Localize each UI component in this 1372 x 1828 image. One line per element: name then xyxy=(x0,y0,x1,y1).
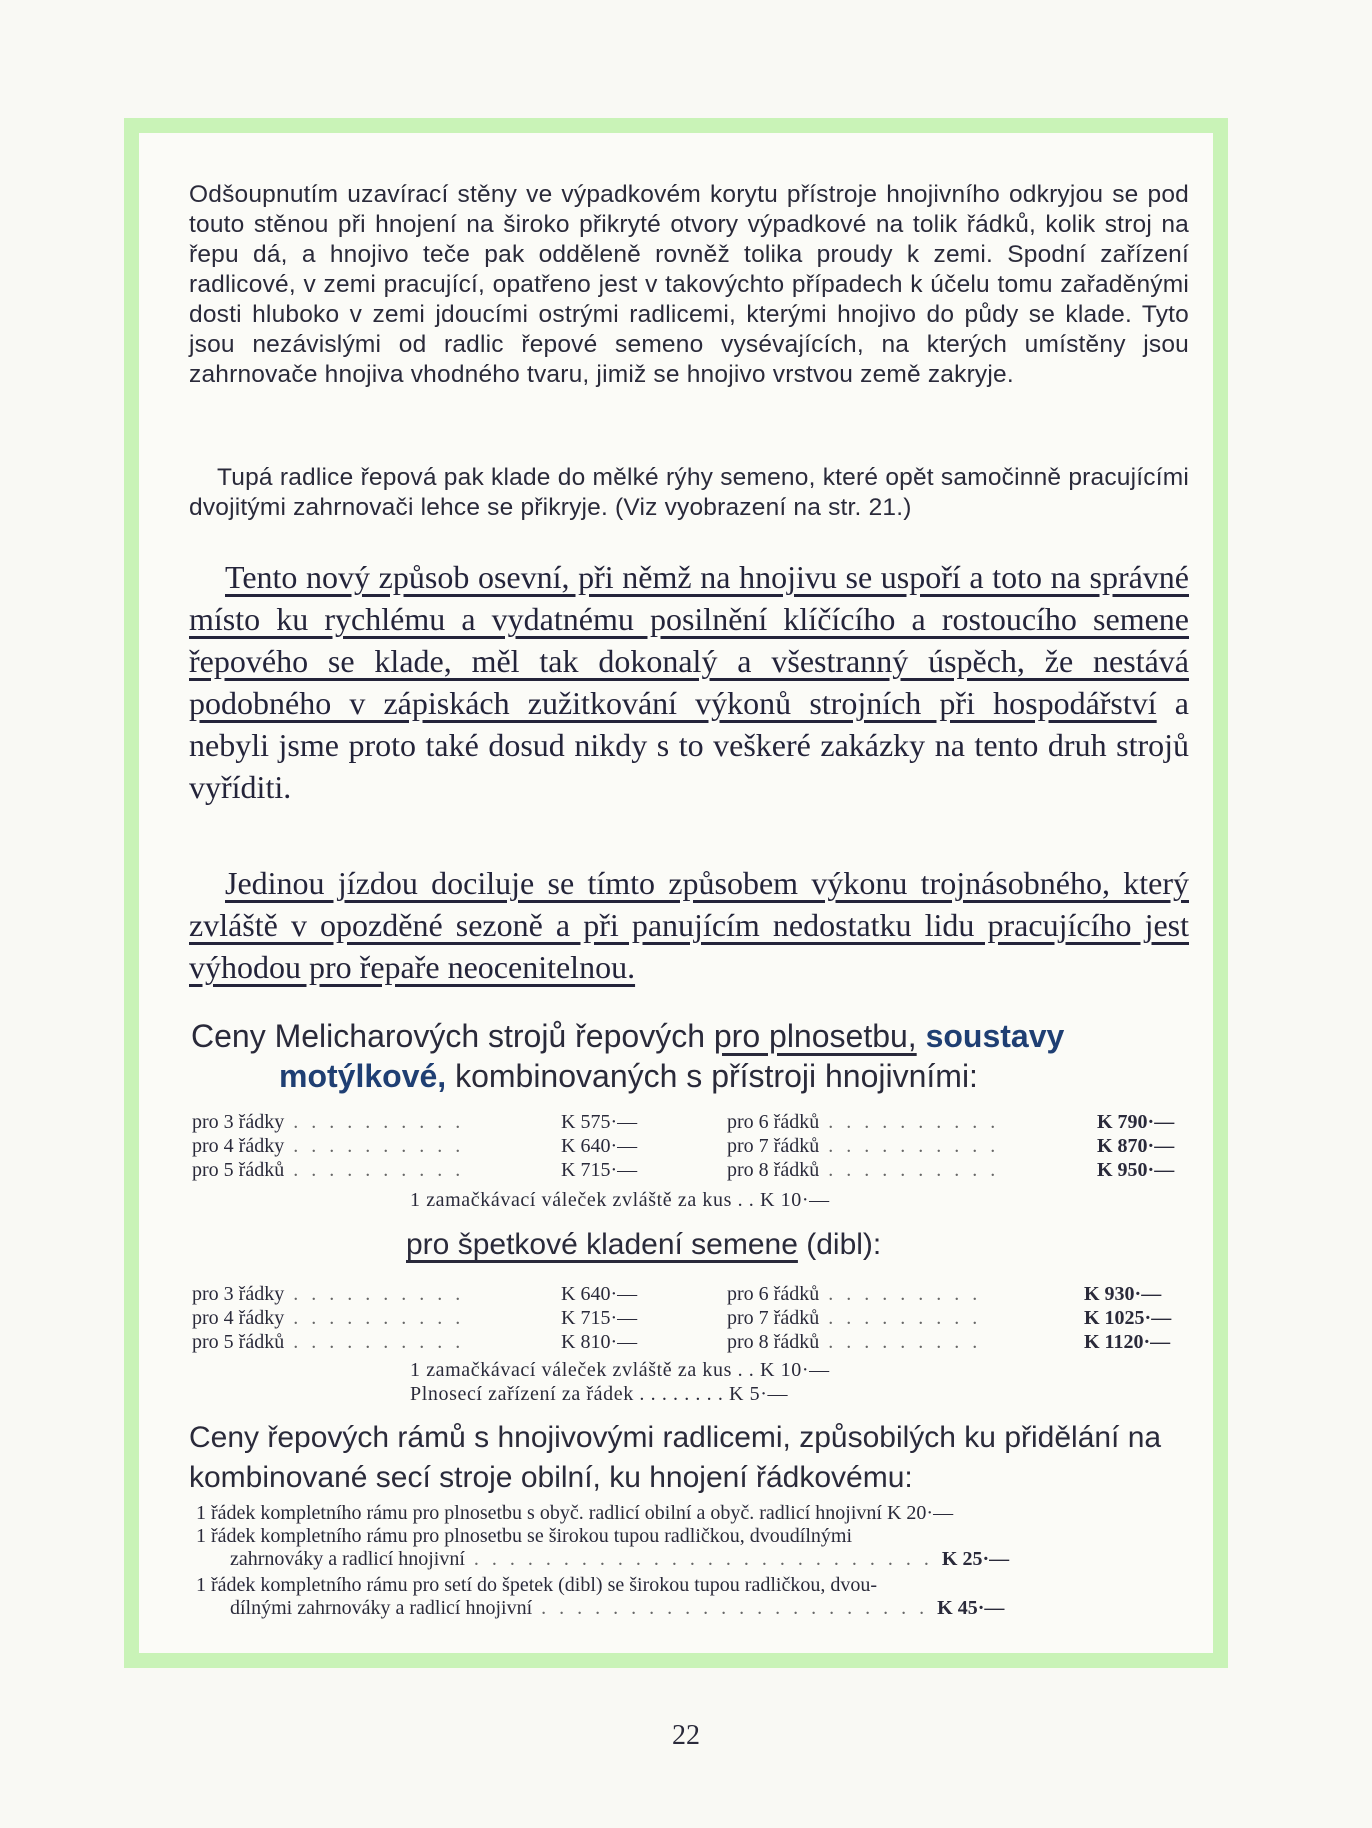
row-label: pro 6 řádků xyxy=(727,1111,820,1133)
row-price: K 870·— xyxy=(1097,1135,1175,1157)
price-row xyxy=(727,1158,1175,1182)
row-label: pro 8 řádků xyxy=(727,1159,820,1181)
row-label: pro 5 řádků xyxy=(192,1331,285,1353)
heading1-underlined: pro plnosetbu, xyxy=(713,1018,917,1054)
row-label: pro 6 řádků xyxy=(727,1283,820,1305)
paragraph-single-pass xyxy=(189,862,1189,988)
leader-dots: . . . . . . . . . . xyxy=(284,1159,465,1181)
row-price: K 810·— xyxy=(561,1331,638,1353)
row-label: pro 4 řádky xyxy=(192,1135,285,1157)
leader-dots: . . . . . . . . . . xyxy=(284,1331,465,1353)
frame-line-1: 1 řádek kompletního rámu pro plnosetbu s obyč. radlicí obilní a obyč. radlicí hnojivní K 20·— xyxy=(196,1502,954,1524)
leader-dots: . . . . . . . . . . xyxy=(284,1111,465,1133)
price-row xyxy=(192,1306,638,1330)
method-underlined: Tento nový způsob osevní, při němž na hnojivu se uspoří a toto na správné místo ku rychlému a vydatnému posilnění klíčícího a rostoucího semene řepového se klade, měl tak dokonalý a všestranný úspěch, že nestává podobného v zápiskách zužitkování výkonů strojních při hospodářství xyxy=(189,559,1189,721)
page-number: 22 xyxy=(672,1720,700,1751)
heading1-bold-1: soustavy xyxy=(925,1018,1065,1054)
heading1-part-c: kombinovaných s přístroji hnojivními: xyxy=(446,1058,978,1094)
row-label: pro 4 řádky xyxy=(192,1307,285,1329)
roller-note-2: 1 zamačkávací váleček zvláště za kus . . K 10·— xyxy=(410,1359,830,1381)
row-price: K 790·— xyxy=(1097,1111,1175,1133)
row-label: pro 7 řádků xyxy=(727,1135,820,1157)
heading1-part-a: Ceny Melicharových strojů řepových xyxy=(191,1018,714,1054)
leader-dots: . . . . . . . . . . . . . . . . . . . . . . xyxy=(532,1597,938,1619)
row-price: K 575·— xyxy=(561,1111,638,1133)
row-label: pro 5 řádků xyxy=(192,1159,285,1181)
row-price: K 640·— xyxy=(561,1283,638,1305)
price-row xyxy=(727,1306,1172,1330)
paragraph-fertilizer: Odšoupnutím uzavírací stěny ve výpadkovém korytu přístroje hnojivního odkryjou se pod touto stěnou při hnojení na široko přikryté otvory výpadkové na tolik řádků, kolik stroj na řepu dá, a hnojivo teče pak odděleně rovněž tolika proudy k zemi. Spodní zařízení radlicové, v zemi pracující, opatřeno jest v takovýchto případech k účelu tomu zařaděnými dosti hluboko v zemi jdoucími ostrými radlicemi, kterými hnojivo do půdy se klade. Tyto jsou nezávislými od radlic řepové semeno vysévajících, na kterých umístěny jsou zahrnovače hnojiva vhodného tvaru, jimiž se hnojivo vrstvou země zakryje. xyxy=(189,181,1189,388)
paragraph-seed: Tupá radlice řepová pak klade do mělké rýhy semeno, které opět samočinně pracujícími dvojitými zahrnovači lehce se přikryje. (Viz vyobrazení na str. 21.) xyxy=(189,464,1189,521)
leader-dots: . . . . . . . . . xyxy=(819,1307,982,1329)
heading2-underlined: pro špetkové kladení semene xyxy=(406,1228,798,1261)
row-price: K 930·— xyxy=(1084,1283,1162,1305)
leader-dots: . . . . . . . . . . xyxy=(819,1159,1000,1181)
row-price: K 950·— xyxy=(1097,1159,1175,1181)
row-label: pro 3 řádky xyxy=(192,1111,285,1133)
frame-line-2b xyxy=(230,1548,1009,1571)
row-price: K 640·— xyxy=(561,1135,638,1157)
price-row xyxy=(192,1158,638,1182)
price-row xyxy=(192,1134,638,1158)
price-row xyxy=(727,1282,1162,1306)
row-label: pro 7 řádků xyxy=(727,1307,820,1329)
leader-dots: . . . . . . . . . . . . . . . . . . . . . . . . . . xyxy=(464,1548,942,1570)
heading1-bold-2: motýlkové, xyxy=(279,1058,447,1094)
frame-price-3: K 45·— xyxy=(937,1597,1005,1619)
leader-dots: . . . . . . . . . xyxy=(819,1283,982,1305)
price-heading-1 xyxy=(189,1016,1189,1096)
paragraph-method xyxy=(189,556,1189,808)
row-price: K 1120·— xyxy=(1084,1331,1171,1353)
leader-dots: . . . . . . . . . . xyxy=(284,1135,465,1157)
leader-dots: . . . . . . . . . . xyxy=(819,1111,1000,1133)
leader-dots: . . . . . . . . . xyxy=(819,1331,982,1353)
leader-dots: . . . . . . . . . . xyxy=(284,1283,465,1305)
frame-line-2a: 1 řádek kompletního rámu pro plnosetbu se širokou tupou radličkou, dvoudílnými xyxy=(196,1525,853,1547)
price-row xyxy=(727,1330,1171,1354)
price-row xyxy=(727,1134,1175,1158)
frame-line-3b-text: dílnými zahrnováky a radlicí hnojivní xyxy=(230,1597,533,1619)
row-price: K 1025·— xyxy=(1084,1307,1172,1329)
roller-note-1: 1 zamačkávací váleček zvláště za kus . . K 10·— xyxy=(410,1189,830,1211)
row-label: pro 8 řádků xyxy=(727,1331,820,1353)
price-heading-3: Ceny řepových rámů s hnojivovými radlicemi, způsobilých ku přidělání na kombinované secí stroje obilní, ku hnojení řádkovému: xyxy=(189,1421,1162,1494)
row-price: K 715·— xyxy=(561,1159,638,1181)
frame-price-2: K 25·— xyxy=(941,1548,1010,1570)
seeding-device-note: Plnosecí zařízení za řádek . . . . . . . . K 5·— xyxy=(410,1383,789,1405)
price-row xyxy=(727,1110,1175,1134)
single-pass-text: Jedinou jízdou dociluje se tímto způsobem výkonu trojnásobného, který zvláště v opozděné sezoně a při panujícím nedostatku lidu pracujícího jest výhodou pro řepaře neocenitelnou. xyxy=(189,865,1189,985)
frame-line-3a: 1 řádek kompletního rámu pro setí do špetek (dibl) se širokou tupou radličkou, dvou- xyxy=(196,1574,877,1596)
price-row xyxy=(192,1110,638,1134)
price-row xyxy=(192,1282,638,1306)
leader-dots: . . . . . . . . . . xyxy=(819,1135,1000,1157)
frame-line-3b xyxy=(230,1597,1004,1620)
row-price: K 715·— xyxy=(561,1307,638,1329)
frame-line-2b-text: zahrnováky a radlicí hnojivní xyxy=(230,1548,465,1570)
leader-dots: . . . . . . . . . . xyxy=(284,1307,465,1329)
method-rest: a nebyli jsme proto také dosud nikdy s to veškeré zakázky na tento druh strojů vyříditi. xyxy=(189,685,1190,805)
price-row xyxy=(192,1330,638,1354)
row-label: pro 3 řádky xyxy=(192,1283,285,1305)
price-heading-2 xyxy=(406,1226,881,1264)
heading2-rest: (dibl): xyxy=(797,1228,882,1261)
